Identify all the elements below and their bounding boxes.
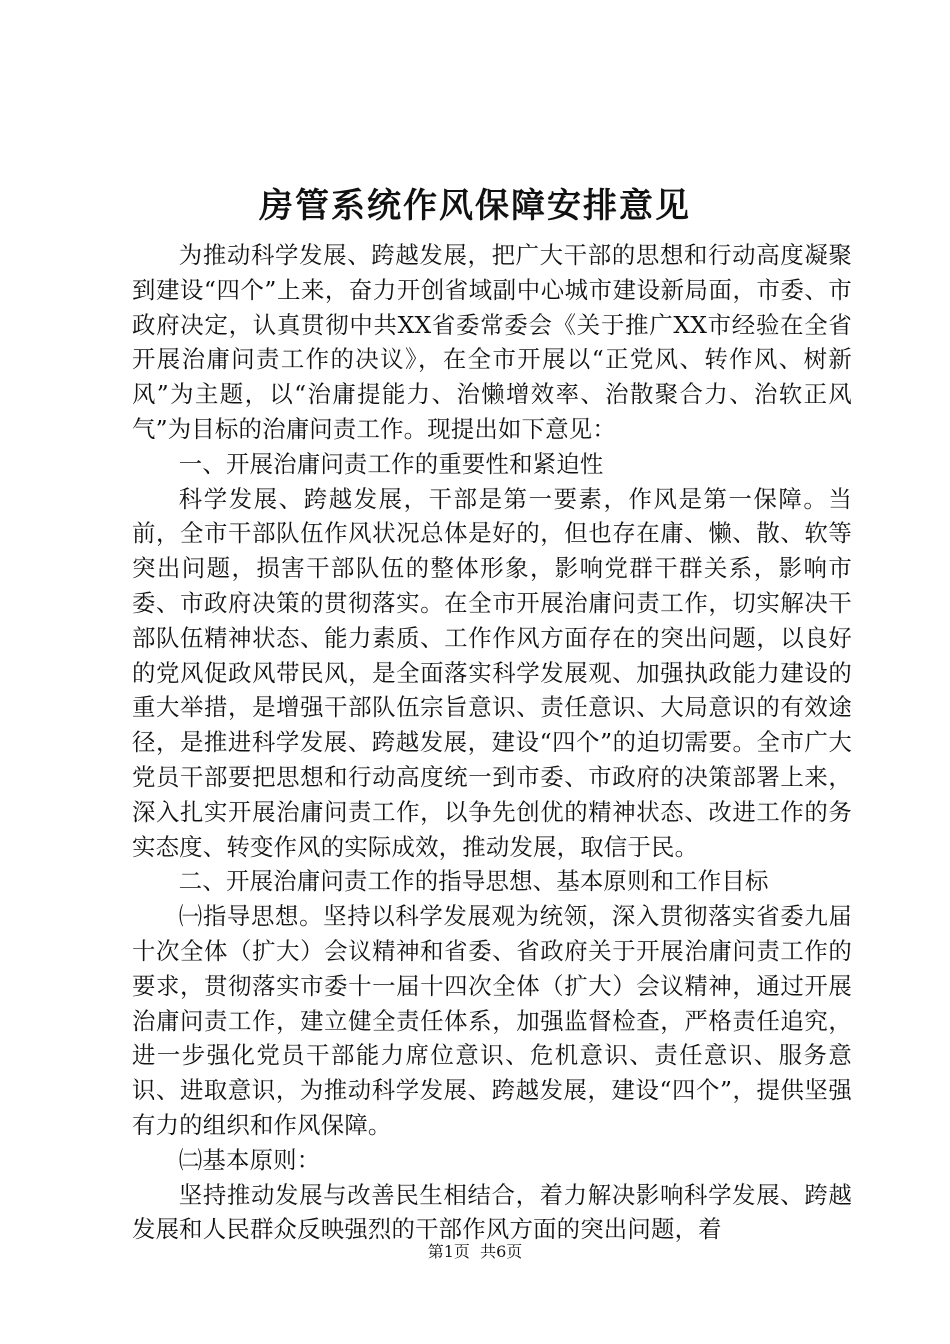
paragraph-guiding-ideology: ㈠指导思想。坚持以科学发展观为统领，深入贯彻落实省委九届十次全体（扩大）会议精神和省委、省政府关于开展治庸问责工作的要求，贯彻落实市委十一届十四次全体（扩大）会议精神，通过开展治庸问责工作，建立健全责任体系，加强监督检查，严格责任追究，进一步强化党员干部能力席位意识、危机意识、责任意识、服务意识、进取意识，为推动科学发展、跨越发展，建设“四个”，提供坚强有力的组织和作风保障。 xyxy=(132,902,852,1139)
paragraph-intro: 为推动科学发展、跨越发展，把广大干部的思想和行动高度凝聚到建设“四个”上来，奋力开创省域副中心城市建设新局面，市委、市政府决定，认真贯彻中共XX省委常委会《关于推广XX市经验在全省开展治庸问责工作的决议》，在全市开展以“正党风、转作风、树新风”为主题，以“治庸提能力、治懒增效率、治散聚合力、治软正风气”为目标的治庸问责工作。现提出如下意见： xyxy=(132,241,852,443)
paragraph-principles: 坚持推动发展与改善民生相结合，着力解决影响科学发展、跨越发展和人民群众反映强烈的干部作风方面的突出问题，着 xyxy=(132,1180,852,1244)
paragraph-importance: 科学发展、跨越发展，干部是第一要素，作风是第一保障。当前，全市干部队伍作风状况总体是好的，但也存在庸、懒、散、软等突出问题，损害干部队伍的整体形象，影响党群干群关系，影响市委、市政府决策的贯彻落实。在全市开展治庸问责工作，切实解决干部队伍精神状态、能力素质、工作作风方面存在的突出问题，以良好的党风促政风带民风，是全面落实科学发展观、加强执政能力建设的重大举措，是增强干部队伍宗旨意识、责任意识、大局意识的有效途径，是推进科学发展、跨越发展，建设“四个”的迫切需要。全市广大党员干部要把思想和行动高度统一到市委、市政府的决策部署上来，深入扎实开展治庸问责工作，以争先创优的精神状态、改进工作的务实态度、转变作风的实际成效，推动发展，取信于民。 xyxy=(132,484,852,861)
subheading-basic-principles: ㈡基本原则： xyxy=(178,1145,321,1174)
document-body xyxy=(132,238,852,1247)
section-heading-2: 二、开展治庸问责工作的指导思想、基本原则和工作目标 xyxy=(178,867,769,896)
page-footer: 第1页 共6页 xyxy=(427,1242,523,1261)
document-title: 房管系统作风保障安排意见 xyxy=(259,186,691,226)
section-heading-1: 一、开展治庸问责工作的重要性和紧迫性 xyxy=(178,449,604,478)
